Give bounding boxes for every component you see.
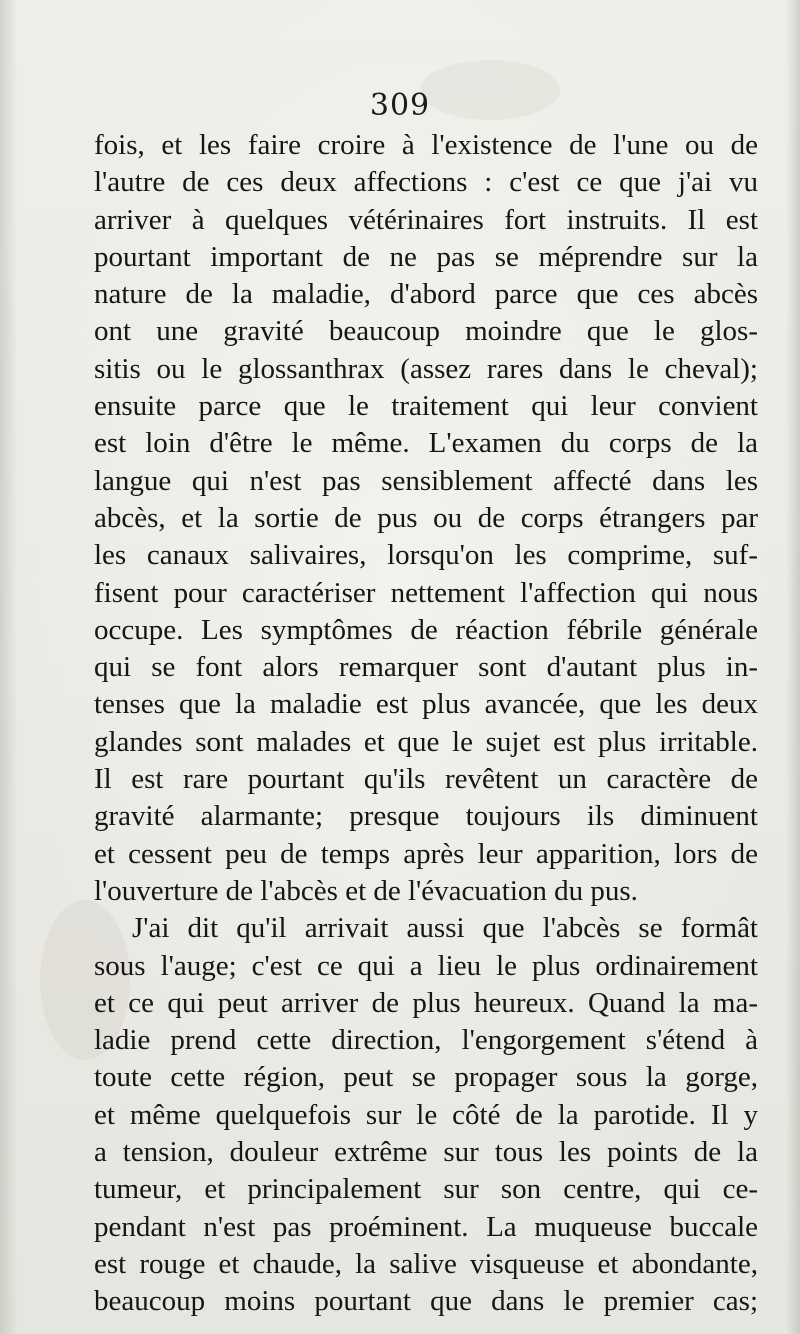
paragraph-start-line: J'ai dit qu'il arrivait aussi que l'abcès se formât: [132, 912, 758, 945]
text-line: tumeur, et principalement sur son centre, qui ce-: [94, 1173, 758, 1206]
text-line: abcès, et la sortie de pus ou de corps étrangers par: [94, 501, 758, 534]
text-line: beaucoup moins pourtant que dans le premier cas;: [94, 1285, 758, 1318]
text-line: et cessent peu de temps après leur apparition, lors de: [94, 837, 758, 870]
text-line: et même quelquefois sur le côté de la parotide. Il y: [94, 1098, 758, 1131]
page-number: 309: [369, 88, 431, 123]
text-line: fisent pour caractériser nettement l'affection qui nous: [94, 576, 758, 609]
text-line: gravité alarmante; presque toujours ils diminuent: [94, 800, 758, 833]
paragraph-end-line: l'ouverture de l'abcès et de l'évacuation du pus.: [94, 874, 638, 907]
text-line: pourtant important de ne pas se méprendre sur la: [94, 240, 758, 273]
text-line: fois, et les faire croire à l'existence de l'une ou de: [94, 129, 758, 161]
text-line: les canaux salivaires, lorsqu'on les comprime, suf-: [94, 539, 758, 572]
body-text: [94, 127, 758, 1321]
text-line: ensuite parce que le traitement qui leur convient: [94, 390, 758, 423]
text-line: langue qui n'est pas sensiblement affecté dans les: [94, 464, 758, 497]
page-right-shadow: [786, 0, 800, 1334]
text-line: est loin d'être le même. L'examen du corps de la: [94, 427, 758, 460]
text-line: ladie prend cette direction, l'engorgement s'étend à: [94, 1024, 758, 1057]
text-line: a tension, douleur extrême sur tous les points de la: [94, 1136, 758, 1169]
text-line: Il est rare pourtant qu'ils revêtent un caractère de: [94, 763, 758, 796]
text-line: est rouge et chaude, la salive visqueuse et abondante,: [94, 1247, 758, 1280]
text-line: sitis ou le glossanthrax (assez rares dans le cheval);: [94, 352, 758, 385]
text-line: sous l'auge; c'est ce qui a lieu le plus ordinairement: [94, 949, 758, 982]
text-line: l'autre de ces deux affections : c'est ce que j'ai vu: [94, 166, 758, 199]
text-line: occupe. Les symptômes de réaction fébrile générale: [94, 613, 758, 646]
text-line: tenses que la maladie est plus avancée, que les deux: [94, 688, 758, 721]
text-line: pendant n'est pas proéminent. La muqueuse buccale: [94, 1210, 758, 1243]
text-line: nature de la maladie, d'abord parce que ces abcès: [94, 278, 758, 311]
text-line: et ce qui peut arriver de plus heureux. Quand la ma-: [94, 986, 758, 1019]
text-line: toute cette région, peut se propager sous la gorge,: [94, 1061, 758, 1094]
page-left-shadow: [0, 0, 18, 1334]
text-line: qui se font alors remarquer sont d'autant plus in-: [94, 651, 758, 684]
text-line: glandes sont malades et que le sujet est plus irritable.: [94, 725, 758, 758]
text-line: arriver à quelques vétérinaires fort instruits. Il est: [94, 203, 758, 236]
text-line: ont une gravité beaucoup moindre que le glos-: [94, 315, 758, 348]
